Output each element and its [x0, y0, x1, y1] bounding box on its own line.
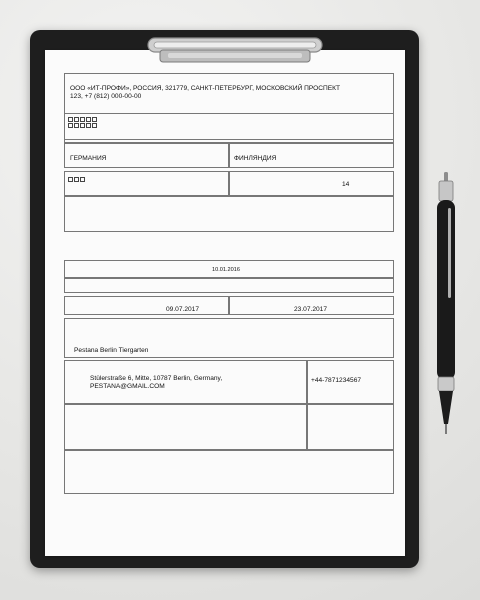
- duration-value: 14: [342, 181, 350, 188]
- first-entry-value: ФИНЛЯНДИЯ: [234, 155, 277, 162]
- purpose-checkboxes-row1: [68, 117, 98, 122]
- section-25-duration: [229, 171, 394, 196]
- destination-value: ГЕРМАНИЯ: [70, 155, 107, 162]
- section-32-contact-person: [64, 450, 394, 494]
- departure-date: 23.07.2017: [294, 306, 328, 313]
- entries-checkboxes: [68, 177, 86, 182]
- section-24-entries: [64, 171, 229, 196]
- section-26-previous-visas: [64, 196, 394, 232]
- hotel-phone: +44-7871234567: [311, 377, 362, 384]
- host-org-line-2: 123, +7 (812) 000-00-00: [70, 93, 142, 100]
- fingerprints-date: 10.01.2016: [212, 267, 240, 273]
- purpose-checkboxes-row2: [68, 123, 98, 128]
- arrival-date: 09.07.2017: [166, 306, 200, 313]
- section-32-company-phone: [307, 404, 394, 450]
- metal-clip: [140, 34, 330, 74]
- hotel-address-line-1: Stülerstraße 6, Mitte, 10787 Berlin, Germany,: [90, 375, 223, 382]
- section-21-purpose: [64, 113, 394, 143]
- ballpoint-pen: [433, 172, 459, 436]
- section-32-inviting-company: [64, 404, 307, 450]
- hotel-name: Pestana Berlin Tiergarten: [74, 347, 149, 354]
- section-29-arrival: [64, 296, 229, 315]
- host-org-line-1: ООО «ИТ-ПРОФИ», РОССИЯ, 321779, САНКТ-ПЕТЕРБУРГ, МОСКОВСКИЙ ПРОСПЕКТ: [70, 85, 341, 92]
- section-28-entry-permit: [64, 278, 394, 293]
- hotel-address-line-2: PESTANA@GMAIL.COM: [90, 383, 165, 390]
